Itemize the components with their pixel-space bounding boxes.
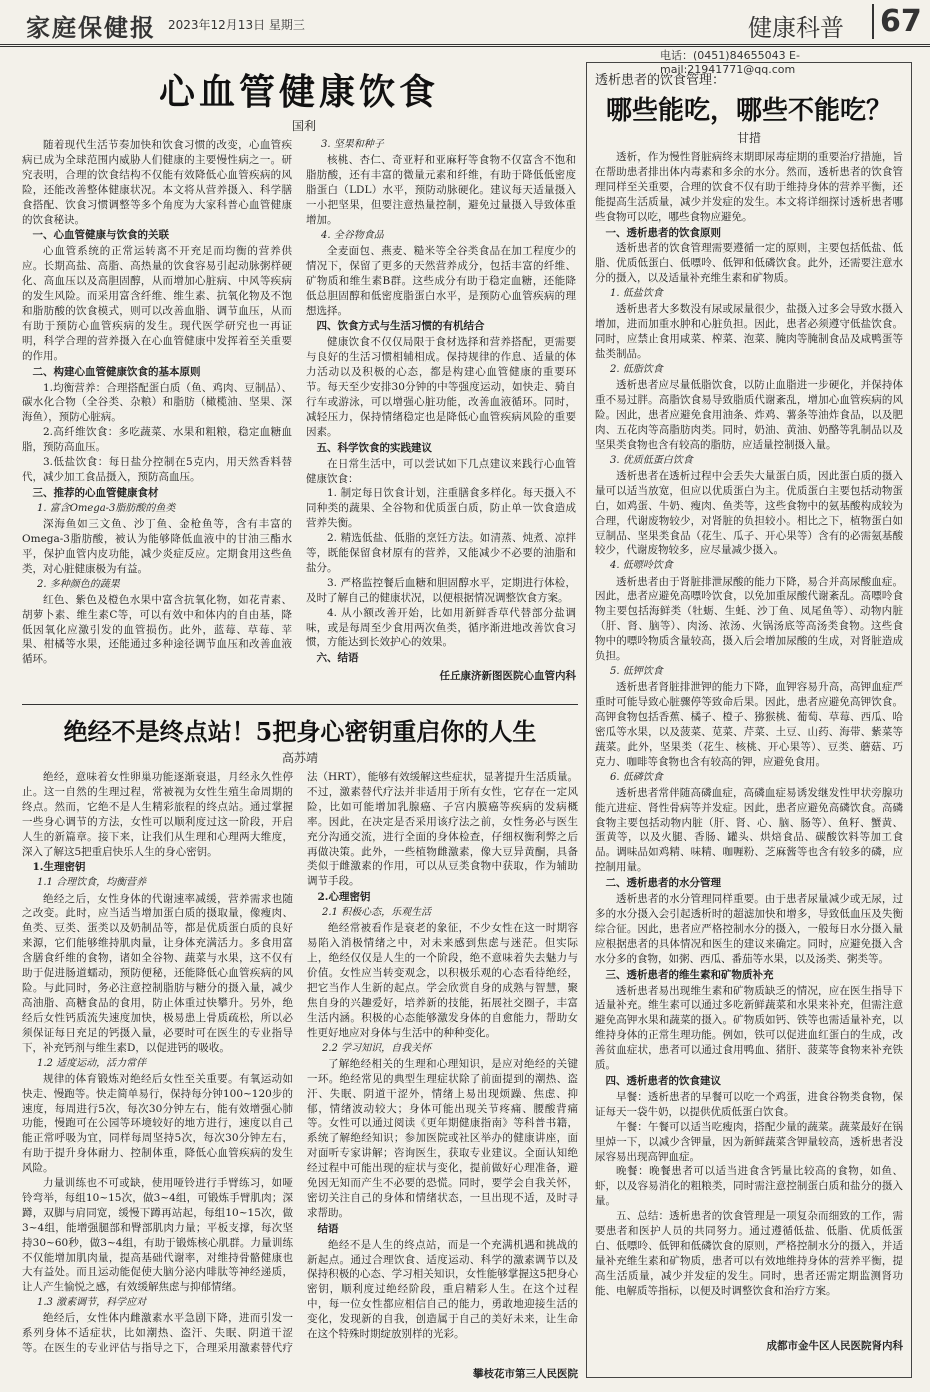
section-heading: 一、心血管健康与饮食的关联 <box>32 229 169 242</box>
paragraph: 规律的体育锻炼对绝经后女性至关重要。有氧运动如快走、慢跑等。快走简单易行，保持每分钟100~120步的速度，每周进行5次，每次30分钟左右，能有效增强心肺功能，慢跑可在公园等环境较好的地方进行，速度以自己能正常呼吸为宜，同样每周坚持5次，每次30分钟左右，有助于提升身体耐力、控制体重，降低心血管疾病的发生风险。 <box>22 1072 293 1175</box>
divider-line <box>22 704 578 705</box>
section-heading: 五、科学饮食的实践建议 <box>316 441 432 454</box>
contact-info: 电话：(0451)84655043 E-mail:21941771@qq.com <box>660 49 800 76</box>
subsection-heading: 4. 低嘌呤饮食 <box>610 560 673 572</box>
subsection-heading: 2. 低脂饮食 <box>610 363 663 375</box>
article-source: 任丘康济新图医院心血管内科 <box>439 670 576 682</box>
article-menopause <box>22 712 578 1382</box>
section-heading: 1.生理密钥 <box>32 861 86 874</box>
paragraph: 早餐：透析患者的早餐可以吃一个鸡蛋，进食谷物类食物，保证每天一袋牛奶，以提供优质低蛋白饮食。 <box>595 1090 903 1118</box>
paragraph: 1.均衡营养：合理搭配蛋白质（鱼、鸡肉、豆制品）、碳水化合物（全谷类、杂粮）和脂肪（橄榄油、坚果、深海鱼），预防心脏病。 <box>22 381 292 424</box>
paragraph: 4. 从小额改善开始，比如用新鲜香草代替部分盐调味，或是每周至少食用两次鱼类，循序渐进地改善饮食习惯，方能达到长效护心的效果。 <box>306 606 576 649</box>
paragraph: 健康饮食不仅仅局限于食材选择和营养搭配，更需要与良好的生活习惯相辅相成。保持规律的作息、适量的体力活动以及积极的心态，都是构建心血管健康的重要环节。每天至少安排30分钟的中等强度运动，如快走、骑自行车或游泳，可以增强心脏功能，改善血液循环。同时，减轻压力，保持情绪稳定也是降低心血管疾病风险的重要因素。 <box>306 336 576 438</box>
paragraph: 3.低盐饮食：每日盐分控制在5克内，用天然香料替代，减少加工食品摄入，预防高血压。 <box>22 456 292 483</box>
paragraph: 心血管系统的正常运转离不开充足而均衡的营养供应。长期高盐、高脂、高热量的饮食容易引起动脉粥样硬化、高血压以及高胆固醇，从而增加心脏病、中风等疾病的发生风险。而采用富含纤维、维生素、抗氧化物及不饱和脂肪酸的饮食模式，则可以改善血脂、调节血压，从而有助于预防心血管疾病的发生。现代医学研究也一再证明，科学合理的营养摄入在心血管健康中发挥着至关重要的作用。 <box>22 245 292 362</box>
subsection-heading: 1. 富含Omega-3脂肪酸的鱼类 <box>37 502 176 514</box>
subsection-heading: 1.3 激素调节，科学应对 <box>37 1297 147 1309</box>
masthead: 家庭保健报 <box>26 13 156 42</box>
paragraph: 透析患者常伴随高磷血症，高磷血症易诱发继发性甲状旁腺功能亢进症、肾性骨病等并发症。因此，患者应避免高磷饮食。高磷食物主要包括动物内脏（肝、肾、心、脑、肠等）、鱼籽、蟹黄、蛋黄等，以及火腿、香肠、罐头、烘焙食品、碳酸饮料等加工食品。调味品如鸡精、味精、咖喱粉、芝麻酱等也含有较多的磷，应控制用量。 <box>595 786 903 874</box>
paragraph: 全麦面包、燕麦、糙米等全谷类食品在加工程度少的情况下，保留了更多的天然营养成分，包括丰富的纤维、矿物质和维生素B群。这些成分有助于稳定血糖，还能降低总胆固醇和低密度脂蛋白水平，是预防心血管疾病的理想选择。 <box>306 244 576 317</box>
paragraph: 绝经常被看作是衰老的象征，不少女性在这一时期容易陷入消极情绪之中，对未来感到焦虑与迷茫。但实际上，绝经仅仅是人生的一个阶段，绝不意味着失去魅力与价值。女性应当转变观念，以积极乐观的心态看待绝经，把它当作人生新的起点。学会欣赏自身的成熟与智慧，聚焦自身的兴趣爱好，培养新的技能，拓展社交圈子，丰富生活内涵。积极的心态能够激发身体的自愈能力，帮助女性更好地应对身体与生活中的种种变化。 <box>307 922 578 1039</box>
paragraph: 1. 制定每日饮食计划，注重膳食多样化。每天摄入不同种类的蔬果、全谷物和优质蛋白质，防止单一饮食造成营养失衡。 <box>306 487 576 530</box>
subsection-heading: 5. 低钾饮食 <box>610 665 663 677</box>
paragraph: 了解绝经相关的生理和心理知识，是应对绝经的关键一环。绝经常见的典型生理症状除了前面提到的潮热、盗汗、失眠、阴道干涩外，情绪上易出现烦躁、焦虑、抑郁，情绪波动较大；身体可能出现关节疼痛、腰酸背痛等。女性可以通过阅读《更年期健康指南》等科普书籍，系统了解绝经知识；参加医院或社区举办的健康讲座，面对面听专家讲解；咨询医生，获取专业建议。全面认知绝经过程中可能出现的症状与变化，提前做好心理准备，避免因无知而产生不必要的恐慌。同时，要学会自我关怀，密切关注自己的身体和情绪状态，一旦出现不适，及时寻求帮助。 <box>307 1057 578 1219</box>
article-body <box>22 138 576 668</box>
section-heading: 四、饮食方式与生活习惯的有机结合 <box>316 320 485 333</box>
paragraph: 红色、紫色及橙色水果中富含抗氧化物，如花青素、胡萝卜素、维生素C等，可以有效中和体内的自由基，降低因氧化应激引发的血管损伤。此外，蓝莓、草莓、苹果、柑橘等水果，还能通过多种途径调节血压和改善血液循环。 <box>22 593 292 666</box>
subsection-heading: 2.1 积极心态，乐观生活 <box>322 907 432 919</box>
paragraph: 透析患者的饮食管理需要遵循一定的原则，主要包括低盐、低脂、优质低蛋白、低嘌呤、低钾和低磷饮食。此外，还需要注意水分的摄入，以及适量补充维生素和矿物质。 <box>595 242 903 285</box>
article-author: 国利 <box>291 119 316 133</box>
subsection-heading: 3. 优质低蛋白饮食 <box>610 454 693 466</box>
paragraph: 透析患者由于肾脏排泄尿酸的能力下降，易合并高尿酸血症。因此，患者应避免高嘌呤饮食，以免加重尿酸代谢紊乱。高嘌呤食物主要包括海鲜类（牡蛎、生蚝、沙丁鱼、凤尾鱼等）、动物内脏（肝、肾、脑等）、肉汤、浓汤、火锅汤底等高汤类食物。这些食物中的嘌呤物质含量较高，摄入后会增加尿酸的生成，对肾脏造成负担。 <box>595 575 903 663</box>
article-author: 甘措 <box>736 131 761 145</box>
article-dialysis <box>586 62 912 1378</box>
paragraph: 透析患者肾脏排泄钾的能力下降，血钾容易升高，高钾血症严重时可能导致心脏骤停等致命后果。因此，患者应避免高钾饮食。高钾食物包括香蕉、橘子、橙子、猕猴桃、葡萄、草莓、西瓜、哈密瓜等水果，以及菠菜、苋菜、芹菜、土豆、山药、海带、紫菜等蔬菜。此外，坚果类（花生、核桃、开心果等）、豆类、蘑菇、巧克力、咖啡等食物也含有较高的钾，应避免食用。 <box>595 681 903 768</box>
section-heading: 一、透析患者的饮食原则 <box>605 226 721 239</box>
paragraph: 透析患者大多数没有尿或尿量很少，盐摄入过多会导致水摄入增加，进而加重水肿和心脏负担。因此，患者必须遵守低盐饮食。同时，应禁止食用咸菜、榨菜、泡菜、腌肉等腌制食品及咸鸭蛋等盐类制品。 <box>595 303 903 361</box>
page-header <box>0 0 930 47</box>
section-heading: 2.心理密钥 <box>317 891 371 904</box>
article-title: 心血管健康饮食 <box>158 71 439 113</box>
article-kicker: 透析患者的饮食管理： <box>595 73 726 88</box>
section-heading: 二、构建心血管健康饮食的基本原则 <box>32 365 201 378</box>
subsection-heading: 1.1 合理饮食，均衡营养 <box>37 877 147 889</box>
paragraph: 在日常生活中，可以尝试如下几点建议来践行心血管健康饮食： <box>306 457 576 485</box>
section-heading: 三、推荐的心血管健康食材 <box>32 486 159 499</box>
section-heading: 结语 <box>317 1222 339 1235</box>
article-title: 哪些能吃，哪些不能吃？ <box>605 96 892 126</box>
paragraph: 透析患者在透析过程中会丢失大量蛋白质，因此蛋白质的摄入量可以适当放宽，但应以优质蛋白为主。优质蛋白主要包括动物蛋白，如鸡蛋、牛奶、瘦肉、鱼类等，这些食物中的氨基酸构成较为合理，代谢废物较少，对肾脏的负担较小。相比之下，植物蛋白如豆制品、坚果类食品（花生、瓜子、开心果等）含有的必需氨基酸较少，代谢废物较多，应尽量减少摄入。 <box>595 469 903 557</box>
paragraph: 五、总结：透析患者的饮食管理是一项复杂而细致的工作，需要患者和医护人员的共同努力。通过遵循低盐、低脂、优质低蛋白、低嘌呤、低钾和低磷饮食的原则，严格控制水分的摄入，并适量补充维生素和矿物质，患者可以有效地维持身体的营养平衡，提高生活质量，减少并发症的发生。同时，患者还需定期监测肾功能、电解质等指标，以便及时调整饮食和治疗方案。 <box>595 1210 903 1297</box>
section-heading: 三、透析患者的维生素和矿物质补充 <box>605 968 774 981</box>
paragraph: 透析，作为慢性肾脏病终末期即尿毒症期的重要治疗措施，旨在帮助患者排出体内毒素和多余的水分。然而，透析患者的饮食管理同样至关重要，合理的饮食不仅有助于维持身体的营养平衡，还能提高生活质量，减少并发症的发生。本文将详细探讨透析患者哪些食物可以吃，哪些食物应避免。 <box>595 151 903 223</box>
paragraph: 透析患者易出现维生素和矿物质缺乏的情况，应在医生指导下适量补充。维生素可以通过多吃新鲜蔬菜和水果来补充，但需注意避免高钾水果和蔬菜的摄入。矿物质如钙、铁等也需适量补充，以维持身体的正常生理功能。例如，铁可以促进血红蛋白的生成，改善贫血症状，患者可以通过食用鸭血、猪肝、菠菜等食物来补充铁质。 <box>595 984 903 1072</box>
paragraph: 核桃、杏仁、奇亚籽和亚麻籽等食物不仅富含不饱和脂肪酸，还有丰富的微量元素和纤维，有助于降低低密度脂蛋白（LDL）水平，预防动脉硬化。建议每天适量摄入一小把坚果，但要注意热量控制，避免过量摄入导致体重增加。 <box>306 154 576 226</box>
paragraph: 深海鱼如三文鱼、沙丁鱼、金枪鱼等，含有丰富的Omega-3脂肪酸，被认为能够降低血液中的甘油三酯水平，保护血管内皮功能，减少炎症反应。定期食用这些鱼类，对心脏健康极为有益。 <box>22 517 292 575</box>
paragraph: 午餐：午餐可以适当吃瘦肉，搭配少量的蔬菜。蔬菜最好在锅里焯一下，以减少含钾量，因为新鲜蔬菜含钾量较高，透析患者没尿容易出现高钾血症。 <box>595 1120 903 1163</box>
article-cardiovascular <box>22 64 576 700</box>
article-author: 高苏靖 <box>281 751 318 765</box>
article-body <box>22 770 578 1366</box>
section-heading: 六、结语 <box>316 652 359 665</box>
paragraph: 晚餐：晚餐患者可以适当进食含钙量比较高的食物，如鱼、虾，以及容易消化的粗粮类，同时需注意控制蛋白质和盐分的摄入量。 <box>595 1165 903 1208</box>
subsection-heading: 6. 低磷饮食 <box>610 771 663 783</box>
paragraph: 2. 精选低盐、低脂的烹饪方法。如清蒸、炖煮、凉拌等，既能保留食材原有的营养，又能减少不必要的油脂和盐分。 <box>306 532 576 574</box>
paragraph: 绝经不是人生的终点站，而是一个充满机遇和挑战的新起点。通过合理饮食、适度运动、科学的激素调节以及保持积极的心态、学习相关知识，女性能够掌握这5把身心密钥，顺利度过绝经阶段，重启精彩人生。在这个过程中，每一位女性都应相信自己的能力，勇敢地迎接生活的变化，发现新的自我，创造属于自己的美好未来，让生命在这个特殊时期绽放别样的光彩。 <box>307 1238 578 1341</box>
article-title: 绝经不是终点站！5把身心密钥重启你的人生 <box>63 717 537 746</box>
section-name: 健康科普 <box>748 14 844 42</box>
subsection-heading: 1. 低盐饮食 <box>610 288 663 300</box>
paragraph: 力量训练也不可或缺，使用哑铃进行手臂练习，如哑铃弯举，每组10~15次，做3~4组，可锻炼手臂肌肉；深蹲，双脚与肩同宽，缓慢下蹲再站起，每组10~15次，做3~4组，能增强腿部和臀部肌肉力量；平板支撑，每次坚持30~60秒，做3~4组，有助于锻炼核心肌群。力量训练不仅能增加肌肉量，提高基础代谢率，对维持骨骼健康也大有益处。而且运动能促使大脑分泌内啡肽等神经递质，让人产生愉悦之感，有效缓解焦虑与抑郁情绪。 <box>22 1177 293 1294</box>
section-heading: 四、透析患者的饮食建议 <box>605 1074 721 1087</box>
issue-date: 2023年12月13日 星期三 <box>168 18 305 32</box>
paragraph: 绝经，意味着女性卵巢功能逐渐衰退，月经永久性停止。这一自然的生理过程，常被视为女性生殖生命周期的终点。然而，它绝不是人生精彩旅程的终点站。通过掌握一些身心调节的方法，女性可以顺利度过这一阶段，开启人生的新篇章。接下来，让我们从生理和心理两大维度，深入了解这5把重启快乐人生的身心密钥。 <box>22 771 293 858</box>
subsection-heading: 1.2 适度运动，活力常伴 <box>37 1057 147 1069</box>
paragraph: 3. 严格监控餐后血糖和胆固醇水平，定期进行体检，及时了解自己的健康状况，以便根据情况调整饮食方案。 <box>306 576 576 604</box>
subsection-heading: 3. 坚果和种子 <box>321 139 384 150</box>
paragraph: 绝经后，女性体内雌激素水平急剧下降，进而引发一系列身体不适症状，比如潮热、盗汗、失眠、阴道干涩等。在医生的专业评估与指导之下，合理采用激素替代疗法（HRT），能够有效缓解这些症状，显著提升生活质量。不过，激素替代疗法并非适用于所有女性，它存在一定风险，比如可能增加乳腺癌、子宫内膜癌等疾病的发病概率。因此，在决定是否采用该疗法之前，女性务必与医生充分沟通交流，进行全面的身体检查，仔细权衡利弊之后再做决策。此外，一些植物雌激素，像大豆异黄酮，具备类似于雌激素的作用，可以从豆类食物中获取，作为辅助调节手段。 <box>22 771 578 1355</box>
paragraph: 2.高纤维饮食：多吃蔬菜、水果和粗粮，稳定血糖血脂，预防高血压。 <box>22 426 292 454</box>
paragraph: 绝经之后，女性身体的代谢速率减缓，营养需求也随之改变。此时，应当适当增加蛋白质的摄取量，像瘦肉、鱼类、豆类、蛋类以及奶制品等，都是优质蛋白质的良好来源，它们能够维持肌肉量，让身体充满活力。多食用富含膳食纤维的食物，诸如全谷物、蔬菜与水果，这不仅有助于促进肠道蠕动，预防便秘，还能降低心血管疾病的风险。与此同时，务必注意控制脂肪与糖分的摄入量，减少高油脂、高糖食品的食用，防止体重过快攀升。另外，绝经后女性钙质流失速度加快，极易患上骨质疏松，所以必须保证每日充足的钙摄入量，必要时可在医生的专业指导下，补充钙剂与维生素D，以促进钙的吸收。 <box>22 892 293 1054</box>
article-body <box>595 150 903 1338</box>
subsection-heading: 2.2 学习知识，自我关怀 <box>322 1042 432 1054</box>
section-heading: 二、透析患者的水分管理 <box>605 877 721 890</box>
paragraph: 透析患者应尽量低脂饮食，以防止血脂进一步硬化，并保持体重不易过胖。高脂饮食易导致脂质代谢紊乱，增加心血管疾病的风险。因此，患者应避免食用油条、炸鸡、薯条等油炸食品，以及肥肉、五花肉等高脂肪肉类。同时，奶油、黄油、奶酪等乳制品以及坚果类食物也含有较高的脂肪，应适量控制摄入量。 <box>595 379 903 451</box>
subsection-heading: 4. 全谷物食品 <box>321 229 384 241</box>
article-source: 成都市金牛区人民医院肾内科 <box>766 1340 903 1352</box>
paragraph: 透析患者的水分管理同样重要。由于患者尿量减少或无尿，过多的水分摄入会引起透析时的超滤加快和增多，导致低血压及失衡综合征。因此，患者应严格控制水分的摄入，一般每日水分摄入量应根据患者的具体情况和医生的建议来确定。同时，应避免摄入含水分多的食物，如粥、西瓜、番茄等水果，以及汤类、粥类等。 <box>595 893 903 965</box>
page-number: 67 <box>872 4 922 39</box>
paragraph: 随着现代生活节奏加快和饮食习惯的改变，心血管疾病已成为全球范围内威胁人们健康的主要慢性病之一。研究表明，合理的饮食结构不仅能有效降低心血管疾病的风险，还能改善整体健康状况。本文将从营养摄入、科学膳食搭配、饮食习惯调整等多个角度为大家科普心血管健康的饮食秘诀。 <box>22 139 292 226</box>
subsection-heading: 2. 多种颜色的蔬果 <box>37 578 120 590</box>
article-source: 攀枝花市第三人民医院 <box>473 1368 578 1380</box>
